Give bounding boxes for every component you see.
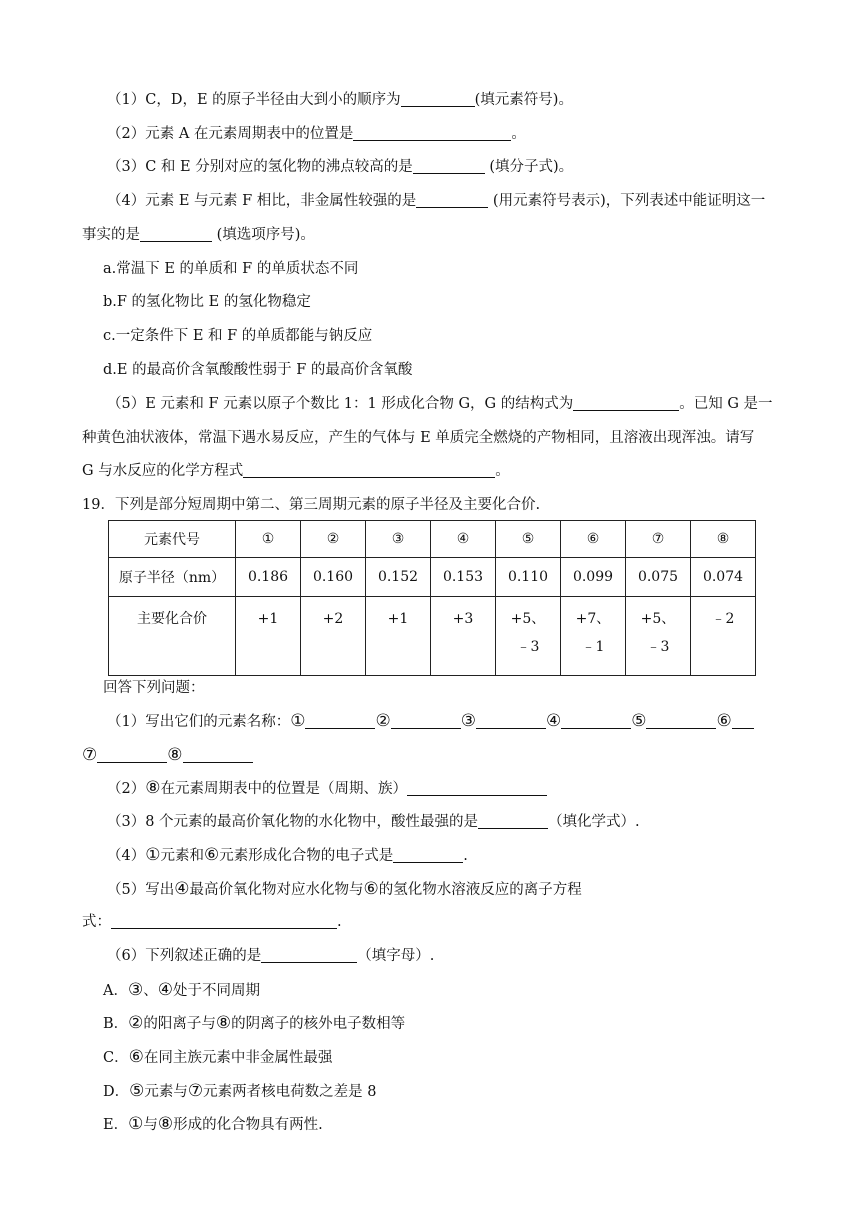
q18-part5-text: （5）E 元素和 F 元素以原子个数比 1：1 形成化合物 G，G 的结构式为 <box>107 396 574 412</box>
answer-blank[interactable] <box>407 779 547 796</box>
table-cell-radius: 0.152 <box>366 558 431 597</box>
q18-part4-line2 <box>82 225 315 245</box>
table-cell-radius: 0.099 <box>561 558 626 597</box>
table-cell-code: ② <box>301 521 366 558</box>
q19-part2: （2）⑧在元素周期表中的位置是（周期、族） <box>107 778 547 799</box>
answer-blank[interactable] <box>353 124 511 141</box>
q19-option-B: B．②的阳离子与⑧的阴离子的核外电子数相等 <box>103 1013 406 1033</box>
table-cell-code: ⑤ <box>496 521 561 558</box>
table-cell-valence: ﹣2 <box>691 597 756 676</box>
q19-stem: 19．下列是部分短周期中第二、第三周期元素的原子半径及主要化合价. <box>82 497 541 513</box>
q19-part1-text: （1）写出它们的元素名称： <box>107 714 291 730</box>
table-cell-code: ⑦ <box>626 521 691 558</box>
table-row-radius <box>109 558 756 597</box>
q18-part5-l3-suffix: 。 <box>495 463 510 479</box>
q18-part4 <box>107 191 765 211</box>
table-cell-code: ⑥ <box>561 521 626 558</box>
q18-part3-suffix: (填分子式)。 <box>484 159 574 175</box>
table-row-valence <box>109 597 756 676</box>
q19-part1: （1）写出它们的元素名称：① ② ③ ④ ⑤ ⑥ <box>107 711 754 732</box>
q19-part6: （6）下列叙述正确的是 （填字母）. <box>107 948 435 964</box>
q18-part4-l2-suffix: (填选项序号)。 <box>212 227 315 243</box>
table-cell-code: ④ <box>431 521 496 558</box>
answer-blank[interactable] <box>391 712 461 729</box>
table-cell-radius: 0.153 <box>431 558 496 597</box>
table-cell-code: ① <box>236 521 301 558</box>
answer-blank[interactable] <box>97 746 167 763</box>
answer-blank[interactable] <box>401 90 475 107</box>
answer-blank[interactable] <box>478 812 548 829</box>
q19-answer-intro: 回答下列问题： <box>103 680 205 696</box>
table-cell-valence: +3 <box>431 597 496 676</box>
table-cell-radius: 0.075 <box>626 558 691 597</box>
answer-blank[interactable] <box>305 712 375 729</box>
q18-option-c: c.一定条件下 E 和 F 的单质都能与钠反应 <box>103 328 373 344</box>
q19-part5: （5）写出④最高价氧化物对应水化物与⑥的氢化物水溶液反应的离子方程 <box>107 879 582 899</box>
q18-part2-suffix: 。 <box>511 126 526 142</box>
answer-blank[interactable] <box>646 712 716 729</box>
q18-part3-text: （3）C 和 E 分别对应的氢化物的沸点较高的是 <box>107 159 413 175</box>
element-table <box>108 520 756 676</box>
answer-blank[interactable] <box>476 712 546 729</box>
q18-part1-suffix: (填元素符号)。 <box>474 92 573 108</box>
table-cell-radius: 0.074 <box>691 558 756 597</box>
answer-blank[interactable] <box>573 394 679 411</box>
q19-part1-line2: ⑦ ⑧ <box>82 745 253 766</box>
q18-part5 <box>107 394 773 414</box>
answer-blank[interactable] <box>243 461 495 478</box>
q18-part5-l3-text: G 与水反应的化学方程式 <box>82 463 244 479</box>
answer-blank[interactable] <box>393 846 463 863</box>
answer-blank[interactable] <box>561 712 631 729</box>
table-cell-valence: +5、 ﹣3 <box>496 597 561 676</box>
table-cell-valence: +5、 ﹣3 <box>626 597 691 676</box>
answer-blank[interactable] <box>732 712 754 729</box>
table-header-code: 元素代号 <box>109 521 236 558</box>
q18-part2-text: （2）元素 A 在元素周期表中的位置是 <box>107 126 354 142</box>
table-cell-code: ⑧ <box>691 521 756 558</box>
table-cell-valence: +7、 ﹣1 <box>561 597 626 676</box>
q19-option-D: D．⑤元素与⑦元素两者核电荷数之差是 8 <box>103 1081 377 1101</box>
q19-option-A: A．③、④处于不同周期 <box>103 980 260 1000</box>
q18-part3 <box>107 157 573 177</box>
answer-blank[interactable] <box>183 746 253 763</box>
q18-part5-suffix: 。已知 G 是一 <box>679 396 773 412</box>
q18-option-b: b.F 的氢化物比 E 的氢化物稳定 <box>103 294 311 310</box>
q19-part4: （4）①元素和⑥元素形成化合物的电子式是 . <box>107 845 468 865</box>
table-header-valence: 主要化合价 <box>109 597 236 676</box>
q18-option-a: a.常温下 E 的单质和 F 的单质状态不同 <box>103 261 359 277</box>
table-cell-code: ③ <box>366 521 431 558</box>
q19-option-E: E．①与⑧形成的化合物具有两性. <box>103 1114 323 1134</box>
table-cell-radius: 0.110 <box>496 558 561 597</box>
answer-blank[interactable] <box>140 225 212 242</box>
answer-blank[interactable] <box>416 191 488 208</box>
table-cell-radius: 0.160 <box>301 558 366 597</box>
q18-part4-l2-text: 事实的是 <box>82 227 140 243</box>
table-row-codes <box>109 521 756 558</box>
table-cell-valence: +1 <box>366 597 431 676</box>
answer-blank[interactable] <box>261 946 357 963</box>
q19-option-C: C．⑥在同主族元素中非金属性最强 <box>103 1047 333 1067</box>
q18-part1-text: （1）C，D，E 的原子半径由大到小的顺序为 <box>107 92 401 108</box>
table-cell-valence: +2 <box>301 597 366 676</box>
q18-option-d: d.E 的最高价含氧酸酸性弱于 F 的最高价含氧酸 <box>103 362 413 378</box>
q18-part5-line2: 种黄色油状液体，常温下遇水易反应，产生的气体与 E 单质完全燃烧的产物相同，且溶液出现浑浊。请写 <box>82 430 755 446</box>
q18-part4-text: （4）元素 E 与元素 F 相比，非金属性较强的是 <box>107 193 417 209</box>
q19-part5-line2: 式： . <box>82 914 342 930</box>
q18-part5-line3 <box>82 461 510 481</box>
answer-blank[interactable] <box>413 157 485 174</box>
answer-blank[interactable] <box>111 912 337 929</box>
q18-part2 <box>107 124 526 144</box>
q18-part1 <box>107 90 573 110</box>
table-header-radius: 原子半径（nm） <box>109 558 236 597</box>
table-cell-valence: +1 <box>236 597 301 676</box>
q19-part3: （3）8 个元素的最高价氧化物的水化物中，酸性最强的是 （填化学式）. <box>107 814 640 830</box>
q18-part4-mid: (用元素符号表示)，下列表述中能证明这一 <box>488 193 766 209</box>
table-cell-radius: 0.186 <box>236 558 301 597</box>
